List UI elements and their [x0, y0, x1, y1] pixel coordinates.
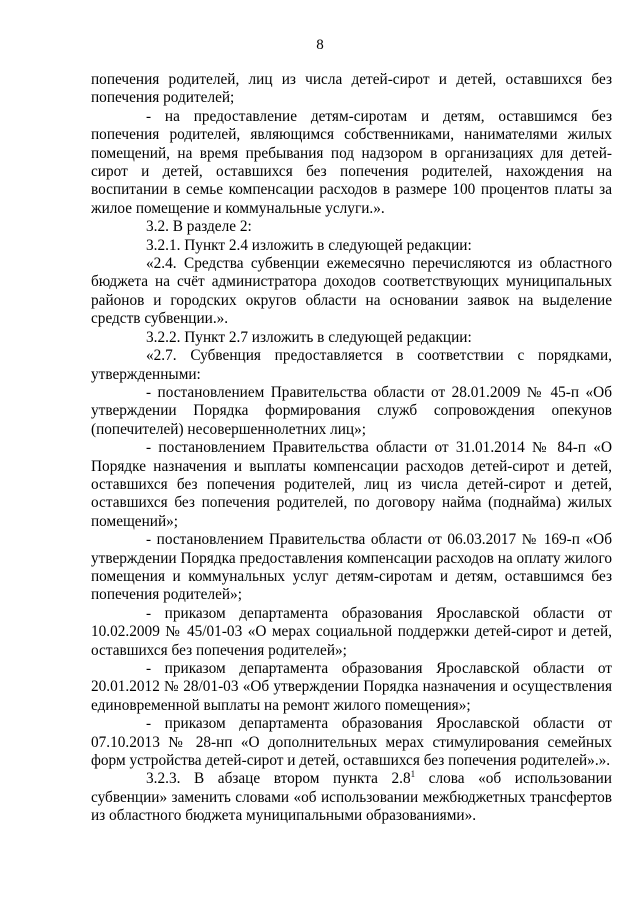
- paragraph: 3.2.2. Пункт 2.7 изложить в следующей редакции:: [146, 328, 472, 346]
- paragraph-last: [91, 770, 612, 825]
- page-number: 8: [316, 37, 324, 53]
- paragraph: 3.2.1. Пункт 2.4 изложить в следующей редакции:: [146, 236, 472, 254]
- paragraph: - постановлением Правительства области от 31.01.2014 № 84-п «О Порядке назначения и выплаты компенсации расходов детей-сирот и детей, оставшихся без попечения родителей, лиц из числа детей-сирот и детей, оставшихся без попечения родителей, по договору найма (поднайма) жилых помещений»;: [91, 439, 612, 530]
- paragraph: 3.2. В разделе 2:: [146, 218, 252, 236]
- paragraph: - приказом департамента образования Ярославской области от 20.01.2012 № 28/01-03 «Об утверждении Порядка назначения и осуществления единовременной выплаты на ремонт жилого помещения»;: [91, 660, 612, 714]
- paragraph: - постановлением Правительства области от 28.01.2009 № 45-п «Об утверждении Порядка формирования служб сопровождения опекунов (попечителей) несовершеннолетних лиц»;: [91, 383, 612, 438]
- paragraph: - приказом департамента образования Ярославской области от 07.10.2013 № 28-нп «О дополнительных мерах стимулирования семейных форм устройства детей-сирот и детей, оставшихся без попечения родителей».».: [91, 715, 612, 770]
- paragraph: - постановлением Правительства области от 06.03.2017 № 169-п «Об утверждении Порядка предоставления компенсации расходов на оплату жилого помещения и коммунальных услуг детям-сиротам и детям, оставшимся без попечения родителей»;: [91, 531, 612, 604]
- paragraph: «2.4. Средства субвенции ежемесячно перечисляются из областного бюджета на счёт администратора доходов соответствующих муниципальных районов и городских округов области на основании заявок на выделение средств субвенции.».: [91, 255, 612, 328]
- paragraph: - приказом департамента образования Ярославской области от 10.02.2009 № 45/01-03 «О мерах социальной поддержки детей-сирот и детей, оставшихся без попечения родителей»;: [91, 604, 612, 659]
- document-body: [91, 71, 612, 826]
- paragraph-last-before: 3.2.3. В абзаце втором пункта 2.8: [146, 770, 411, 788]
- paragraph: - на предоставление детям-сиротам и детям, оставшимся без попечения родителей, являющимся собственниками, нанимателями жилых помещений, на время пребывания под надзором в организациях для детей-сирот и детей, оставшихся без попечения родителей, нахождения на воспитании в семье компенсации расходов в размере 100 процентов платы за жилое помещение и коммунальные услуги.».: [91, 107, 612, 217]
- paragraph-last-after: слова «об использовании субвенции» заменить словами «об использовании межбюджетных трансфертов из областного бюджета муниципальными образованиями».: [91, 770, 612, 825]
- paragraph: «2.7. Субвенция предоставляется в соответствии с порядками, утвержденными:: [91, 347, 612, 383]
- superscript: 1: [410, 769, 416, 780]
- paragraph: попечения родителей, лиц из числа детей-сирот и детей, оставшихся без попечения родителей;: [91, 71, 612, 107]
